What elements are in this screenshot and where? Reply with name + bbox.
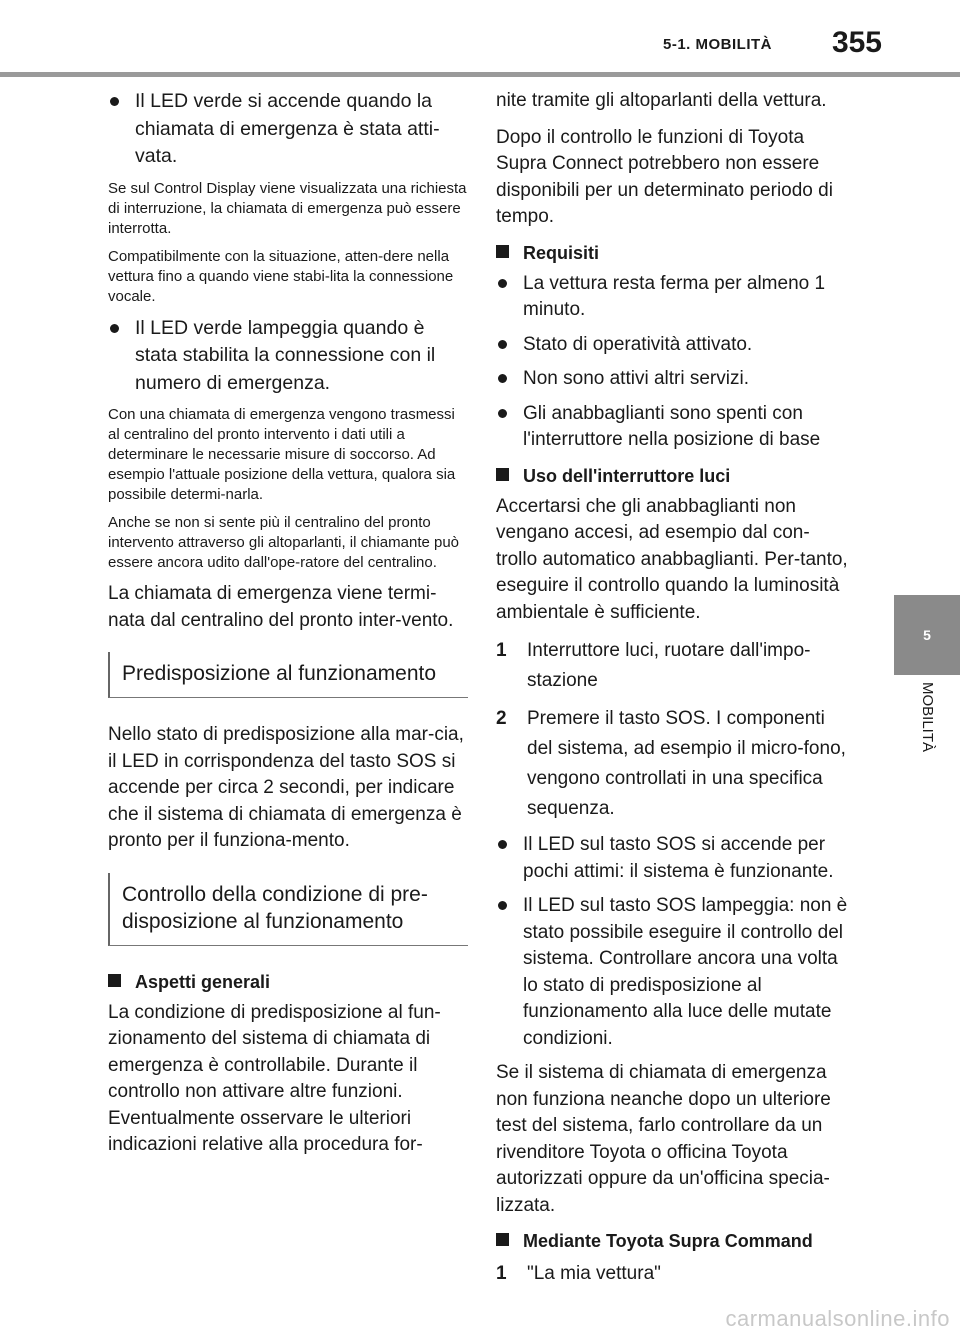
bullet-item bbox=[496, 366, 848, 393]
bullet-text: Non sono attivi altri servizi. bbox=[523, 368, 749, 389]
bullet-text: Il LED sul tasto SOS si accende per pochi attimi: il sistema è funzionante. bbox=[523, 834, 834, 882]
bullet-item bbox=[496, 332, 848, 359]
paragraph: nite tramite gli altoparlanti della vettura. bbox=[496, 90, 827, 111]
square-bullet-icon bbox=[496, 1233, 509, 1246]
header-rule bbox=[0, 72, 960, 77]
subheading-text: Mediante Toyota Supra Command bbox=[523, 1231, 813, 1251]
bullet-text: Il LED verde si accende quando la chiamata di emergenza è stata atti-vata. bbox=[135, 90, 440, 167]
bullet-item bbox=[496, 893, 848, 1052]
note-text: Se sul Control Display viene visualizzata una richiesta di interruzione, la chiamata di emergenza può essere interrotta. bbox=[108, 179, 467, 237]
bullet-dot-icon bbox=[110, 324, 119, 333]
section-heading: Controllo della condizione di pre-disposizione al funzionamento bbox=[108, 873, 468, 946]
paragraph: Se il sistema di chiamata di emergenza non funziona neanche dopo un ulteriore test del sistema, farlo controllare da un rivenditore Toyota o officina Toyota autorizzati oppure da un'officina specia-lizzata. bbox=[496, 1062, 831, 1216]
paragraph: Dopo il controllo le funzioni di Toyota Supra Connect potrebbero non essere disponibili per un determinato periodo di tempo. bbox=[496, 126, 833, 227]
bullet-dot-icon bbox=[110, 97, 119, 106]
bullet-text: Stato di operatività attivato. bbox=[523, 333, 753, 355]
step-text: Interruttore luci, ruotare dall'impo-stazione bbox=[527, 640, 811, 691]
step-number: 1 bbox=[496, 640, 507, 661]
bullet-item bbox=[496, 401, 848, 454]
step-text: "La mia vettura" bbox=[527, 1263, 661, 1284]
paragraph: La condizione di predisposizione al fun-zionamento del sistema di chiamata di emergenza è controllabile. Durante il controllo non attivare altre funzioni. Eventualmente osservare le ulteriori indicazioni relative alla procedura for- bbox=[108, 1001, 441, 1155]
bullet-item bbox=[496, 271, 848, 324]
step-item bbox=[496, 704, 848, 824]
bullet-dot-icon bbox=[498, 279, 507, 288]
paragraph: Accertarsi che gli anabbaglianti non vengano accesi, ad esempio dal con-trollo automatico anabbaglianti. Per-tanto, eseguire il controllo quando la luminosità ambientale è sufficiente. bbox=[496, 495, 848, 623]
paragraph: La chiamata di emergenza viene termi-nata dal centralino del pronto inter-vento. bbox=[108, 583, 454, 631]
square-bullet-icon bbox=[496, 245, 509, 258]
subheading bbox=[496, 1229, 848, 1253]
subheading bbox=[496, 464, 848, 488]
bullet-text: Il LED verde lampeggia quando è stata stabilita la connessione con il numero di emergenza. bbox=[135, 316, 436, 394]
bullet-dot-icon bbox=[498, 409, 507, 418]
bullet-item bbox=[108, 88, 468, 171]
step-item bbox=[496, 1259, 848, 1289]
subheading-text: Requisiti bbox=[523, 242, 600, 263]
subheading bbox=[108, 970, 468, 994]
watermark-url: carmanualsonline.info bbox=[725, 1306, 950, 1331]
right-column bbox=[496, 88, 848, 1297]
bullet-text: La vettura resta ferma per almeno 1 minuto. bbox=[523, 272, 826, 320]
subheading-text: Aspetti generali bbox=[135, 971, 271, 992]
bullet-dot-icon bbox=[498, 901, 507, 910]
chapter-tab-label bbox=[894, 682, 960, 812]
step-item bbox=[496, 636, 848, 696]
bullet-item bbox=[108, 315, 468, 398]
left-column bbox=[108, 88, 468, 1169]
subheading-text: Uso dell'interruttore luci bbox=[523, 465, 731, 486]
chapter-tab-number: 5 bbox=[894, 595, 960, 675]
note-text: Con una chiamata di emergenza vengono trasmessi al centralino del pronto intervento i dati utili a determinare le necessarie misure di soccorso. Ad esempio l'attuale posizione della vettura, qualora sia possibile determi-narla. bbox=[108, 406, 456, 503]
section-title: 5-1. MOBILITÀ bbox=[662, 36, 772, 53]
bullet-dot-icon bbox=[498, 840, 507, 849]
bullet-item bbox=[496, 832, 848, 885]
subheading bbox=[496, 241, 848, 265]
bullet-dot-icon bbox=[498, 340, 507, 349]
note-text: Anche se non si sente più il centralino del pronto intervento attraverso gli altoparlanti, il chiamante può essere ancora udito dall'ope-ratore del centralino. bbox=[108, 514, 460, 571]
square-bullet-icon bbox=[496, 468, 509, 481]
step-number: 2 bbox=[496, 708, 507, 729]
chapter-tab-label-text: MOBILITÀ bbox=[919, 682, 936, 753]
bullet-dot-icon bbox=[498, 374, 507, 383]
step-number: 1 bbox=[496, 1263, 507, 1284]
bullet-text: Il LED sul tasto SOS lampeggia: non è stato possibile eseguire il controllo del sistema. Controllare ancora una volta lo stato di predisposizione al funzionamento alla luce delle mutate condizioni. bbox=[523, 895, 848, 1049]
square-bullet-icon bbox=[108, 974, 121, 987]
page-number: 355 bbox=[831, 26, 882, 59]
section-heading: Predisposizione al funzionamento bbox=[108, 652, 468, 698]
paragraph: Nello stato di predisposizione alla mar-cia, il LED in corrispondenza del tasto SOS si accende per circa 2 secondi, per indicare che il sistema di chiamata di emergenza è pronto per il funziona-mento. bbox=[108, 724, 464, 851]
bullet-text: Gli anabbaglianti sono spenti con l'interruttore nella posizione di base bbox=[523, 402, 821, 450]
note-text: Compatibilmente con la situazione, atten-dere nella vettura fino a quando viene stabi-lita la connessione vocale. bbox=[108, 247, 454, 305]
step-text: Premere il tasto SOS. I componenti del sistema, ad esempio il micro-fono, vengono controllati in una specifica sequenza. bbox=[527, 708, 846, 819]
